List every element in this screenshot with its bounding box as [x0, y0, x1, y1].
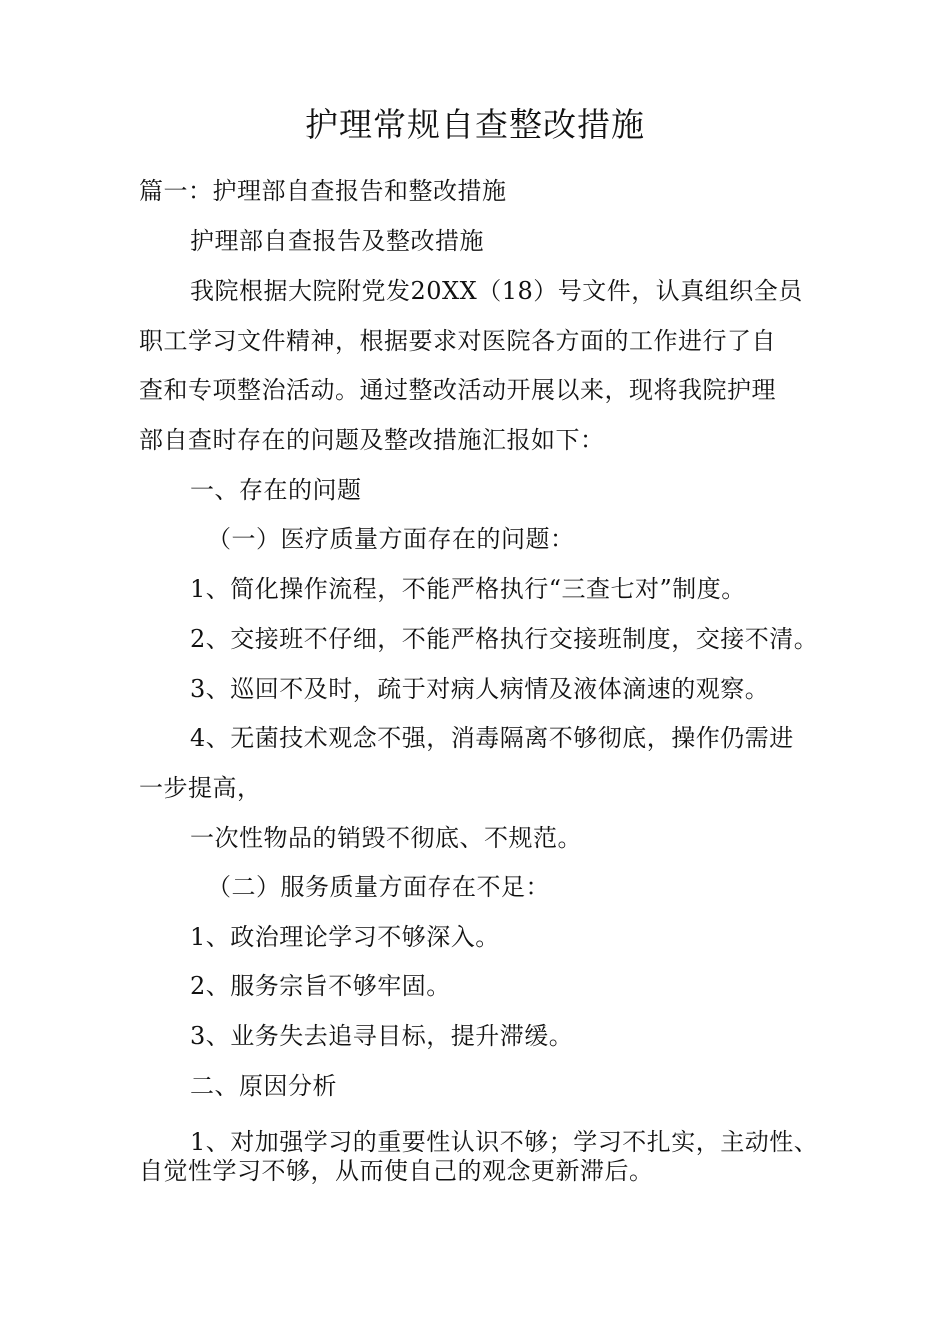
list-item: 1、政治理论学习不够深入。 — [190, 923, 500, 951]
list-item-continuation: 一步提高， — [139, 774, 262, 802]
list-item: 4、无菌技术观念不强，消毒隔离不够彻底，操作仍需进 — [190, 724, 794, 752]
report-subtitle: 护理部自查报告及整改措施 — [190, 227, 484, 255]
section-heading-cause-analysis: 二、原因分析 — [190, 1072, 337, 1100]
list-item: 3、业务失去追寻目标，提升滞缓。 — [190, 1022, 574, 1050]
section-heading-part-one: 篇一：护理部自查报告和整改措施 — [139, 177, 507, 205]
paragraph-line: 部自查时存在的问题及整改措施汇报如下： — [139, 426, 605, 454]
paragraph-line: 职工学习文件精神，根据要求对医院各方面的工作进行了自 — [139, 327, 776, 355]
section-heading-problems: 一、存在的问题 — [190, 476, 362, 504]
paragraph-line: 一次性物品的销毁不彻底、不规范。 — [190, 824, 582, 852]
subsection-heading-medical-quality: （一）医疗质量方面存在的问题： — [207, 525, 575, 553]
subsection-heading-service-quality: （二）服务质量方面存在不足： — [207, 873, 550, 901]
list-item: 1、简化操作流程，不能严格执行“三查七对”制度。 — [190, 575, 746, 603]
paragraph-line: 查和专项整治活动。通过整改活动开展以来，现将我院护理 — [139, 376, 776, 404]
list-item: 2、服务宗旨不够牢固。 — [190, 972, 451, 1000]
list-item-continuation: 自觉性学习不够，从而使自己的观念更新滞后。 — [139, 1157, 654, 1185]
document-title: 护理常规自查整改措施 — [305, 105, 645, 144]
list-item: 2、交接班不仔细，不能严格执行交接班制度，交接不清。 — [190, 625, 819, 653]
list-item: 1、对加强学习的重要性认识不够；学习不扎实，主动性、 — [190, 1128, 819, 1156]
list-item: 3、巡回不及时，疏于对病人病情及液体滴速的观察。 — [190, 675, 770, 703]
paragraph-line: 我院根据大院附党发20XX（18）号文件，认真组织全员 — [190, 277, 803, 305]
